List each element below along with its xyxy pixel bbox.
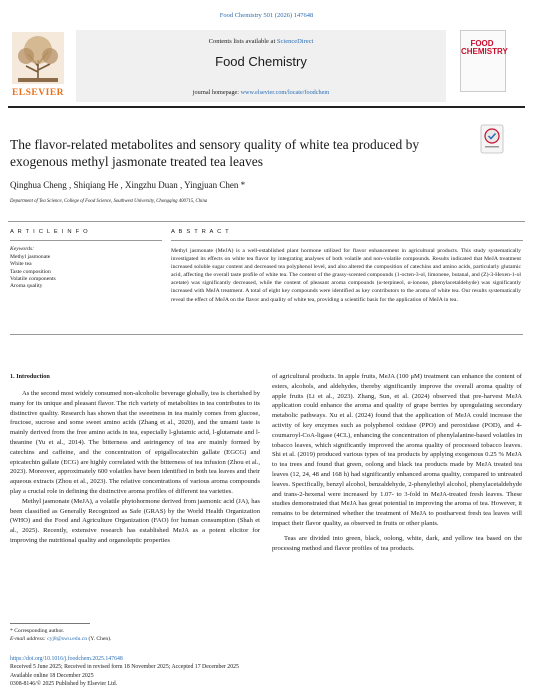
keyword: Methyl jasmonate (10, 254, 51, 260)
email-suffix: (Y. Chen). (87, 636, 112, 642)
received-dates: Received 5 June 2025; Received in revised form 18 November 2025; Accepted 17 December 2025 (10, 664, 239, 671)
intro-paragraph-2: Methyl jasmonate (MeJA), a volatile phytohormone derived from jasmonic acid (JA), has been classified as Generally Recognized as Safe (GRAS) by the World Health Organization (WHO) and the Food and Agriculture Organization (FAO) for human consumption (Shah et al., 2025). Recently, extensive research has established MeJA as a potent elicitor for improving the nutritional quality and organoleptic properties (10, 497, 260, 544)
cover-title-line2: CHEMISTRY (461, 47, 508, 56)
elsevier-logo-text: ELSEVIER (11, 88, 65, 98)
intro-paragraph-1: As the second most widely consumed non-alcoholic beverage globally, tea is cherished by many for its unique and pleasant flavor. The rich variety of metabolites in tea contributes to its distinctive quality. Research has shown that the sweetness in tea mainly comes from glucose, fructose, sucrose and some sweet amino acids (Zhang et al., 2020), and the umami taste is mainly derived from the free amino acids in tea, especially l-glutamic acid, l-glutamate and l-theanine (Yu et al., 2014). The bitterness and astringency of tea are mainly formed by catechins and caffeine, and the concentration of epigallocatechin gallate (EGCG) and epicatechin gallate (ECG) are highly correlated with the bitterness of tea infusion (Zhou et al., 2023). Moreover, approximately 600 volatiles have been identified in both tea leaves and their aqueous extracts (Zhou et al., 2023). The relative concentrations of various aroma compounds play a crucial role in defining the distinctive aroma profiles of different tea varieties. (10, 390, 260, 495)
keyword: Taste composition (10, 268, 51, 275)
cover-title (461, 39, 508, 56)
keyword: White tea (10, 261, 32, 268)
contents-line (76, 38, 446, 45)
section-rule (8, 221, 525, 222)
header-rule (8, 106, 525, 108)
corresponding-author-note: * Corresponding author. (10, 628, 65, 634)
homepage-prefix: journal homepage: (192, 89, 241, 96)
doi-link[interactable]: https://doi.org/10.1016/j.foodchem.2025.147648 (10, 656, 123, 662)
abstract-rule (171, 240, 523, 241)
author-list: Qinghua Cheng , Shiqiang He , Xingzhu Duan , Yingjuan Chen * (10, 180, 246, 190)
publication-info (10, 655, 239, 688)
check-for-updates-icon[interactable] (480, 124, 504, 154)
contents-prefix: Contents lists available at (208, 38, 277, 45)
footnote (10, 627, 112, 643)
abstract-bottom-rule (10, 334, 523, 335)
article-info-heading: A R T I C L E I N F O (10, 229, 89, 235)
body-column-right (272, 372, 522, 553)
keywords-list (10, 254, 56, 290)
keywords-label: Keywords: (10, 246, 35, 252)
intro-paragraph-4: Teas are divided into green, black, oolong, white, dark, and yellow tea based on the processing method and flavor profiles of tea products. (272, 534, 522, 552)
abstract-heading: A B S T R A C T (171, 229, 230, 235)
affiliation: Department of Tea Science, College of Food Science, Southwest University, Chongqing 400715, China (10, 199, 208, 204)
body-column-left (10, 389, 260, 546)
cover-title-line1: FOOD (470, 39, 494, 48)
intro-paragraph-3: of agricultural products. In apple fruits, MeJA (100 μM) treatment can enhance the content of esters, alcohols, and aldehydes, thereby significantly improve the overall aroma quality of apple fruits (Li et al., 2023). Zhang, Sun, et al. (2024) observed that pre-harvest MeJA application could enhance the aroma and quality of grape berries by upregulating secondary metabolic pathways. Xu et al. (2024) found that the application of MeJA could increase the activity of key enzymes such as polyphenol oxidase (PPO) and peroxidase (POD), and 4-coumaroyl-CoA-ligase (4CL), enhancing the concentration of phenylalanine-based volatiles in tobacco leaves, which significantly improved the aroma quality of processed tobacco leaves. Shi et al. (2019) produced various types of tea products by applying exogenous 0.25 % MeJA to tea trees and found that green, oolong and black tea products made by MeJA treated tea leaves (12, 24, 48 and 168 h) had significantly enhanced aroma quality, compared to untreated leaves. Specifically, benzyl alcohol, benzaldehyde, 2-phenylethyl alcohol, phenylacetaldehyde and trans-2-hexenal were increased by 1.07- to 3-fold in MeJA-treated fresh leaves. These studies demonstrated that MeJA has great potential in improving the aroma of tea. However, it remains to be determined whether the treatment of MeJA to postharvest fresh tea leaves will impact their flavor quality, as observed in fruits or other plants. (272, 373, 522, 527)
journal-name: Food Chemistry (215, 54, 307, 69)
sciencedirect-link[interactable]: ScienceDirect (276, 38, 314, 45)
journal-reference[interactable]: Food Chemistry 501 (2026) 147648 (219, 12, 314, 19)
email-link[interactable]: cyj8@swu.edu.cn (47, 636, 88, 642)
available-online: Available online 18 December 2025 (10, 672, 94, 679)
footnote-rule (10, 623, 90, 624)
introduction-heading: 1. Introduction (10, 373, 50, 380)
keyword: Aroma quality (10, 283, 43, 290)
copyright: 0308-8146/© 2025 Published by Elsevier Ltd. (10, 680, 118, 687)
homepage-link[interactable]: www.elsevier.com/locate/foodchem (240, 89, 330, 96)
abstract-text: Methyl jasmonate (MeJA) is a well-established plant hormone utilized for flavor enhancement in agricultural products. This study systematically investigated its effects on white tea flavor by integrating analyses of both volatile and non-volatile compounds. Results indicated that MeJA treatment increased soluble sugar content and decreased tea polyphenol level, and also altered the composition of catechins and amino acids, particularly glutamic acid, affecting the overall taste profile of white tea. The content of the grassy-scented compounds (1-octen-3-ol, limonene, butanal, and (Z)-3-Hexen-1-ol acetate) was significantly decreased, while the content of pleasant aroma compounds (α-terpineol, α-ionone, phenylacetaldehyde) was significantly increased with MeJA treatment. A total of eight key compounds were identified as key contributors to the aroma of white tea. Our results systematically reveal the effect of MeJA on the flavor and quality of white tea, providing a scientific basis for the application of MeJA in tea. (171, 248, 521, 303)
journal-homepage (76, 89, 446, 96)
email-label: E-mail address: (10, 636, 48, 642)
article-title: The flavor-related metabolites and sensory quality of white tea produced by exogenous methyl jasmonate treated tea leaves (10, 137, 420, 169)
email-line (10, 635, 112, 643)
article-info-rule (10, 240, 162, 241)
keyword: Volatile components (10, 275, 56, 282)
